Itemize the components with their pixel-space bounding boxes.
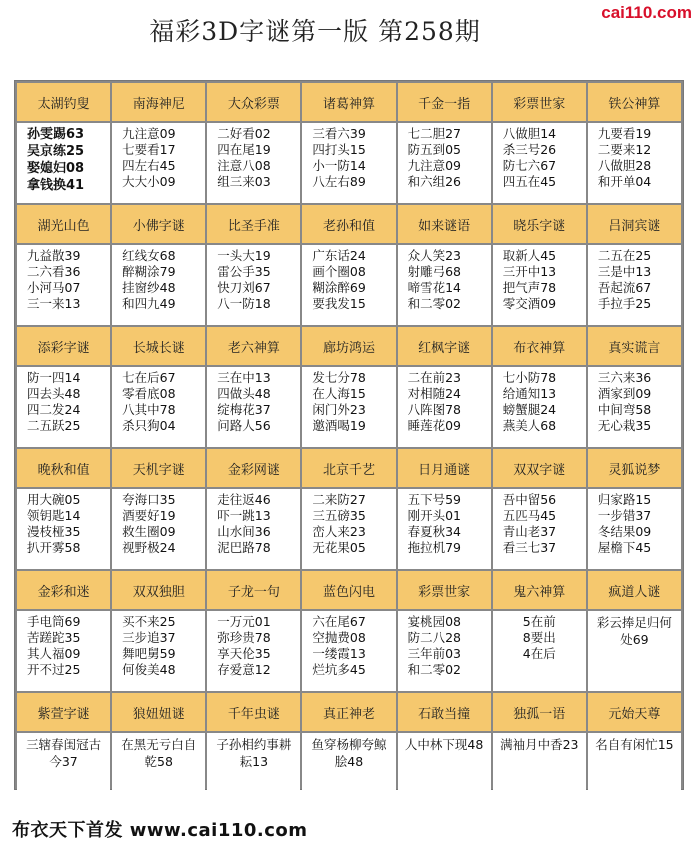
riddle-line: 扒开雾58 [27,540,81,555]
riddle-line: 把气声78 [502,280,557,295]
riddle-line: 燕美人68 [502,418,557,433]
riddle-line: 领钥匙14 [27,508,81,523]
column-header: 廊坊鸿运 [302,327,395,365]
riddle-line: 防五到05 [407,142,461,157]
riddle-line: 屋檐下45 [597,540,652,555]
riddle-line: 九注意09 [407,158,461,173]
riddle-line: 青山老37 [502,524,557,539]
riddle-line: 四五在45 [502,174,557,189]
riddle-line: 二五跃25 [27,418,81,433]
riddle-cell [493,123,586,203]
riddle-line: 二五在25 [597,248,652,263]
riddle-line: 和六组26 [407,174,461,189]
riddle-cell [493,489,586,569]
riddle-line: 小河马07 [27,280,81,295]
riddle-line: 一缕霞13 [312,646,366,661]
riddle-line: 和二零02 [407,296,461,311]
riddle-line: 邀酒喝19 [312,418,366,433]
riddle-line: 发七分78 [312,370,366,385]
riddle-line: 八左右89 [312,174,366,189]
column-header: 吕洞宾谜 [588,205,681,243]
column-header: 大众彩票 [207,83,300,121]
riddle-line: 刚开头01 [407,508,461,523]
riddle-line: 二六看36 [27,264,81,279]
riddle-line: 无花果05 [312,540,366,555]
riddle-line: 取新人45 [502,248,557,263]
riddle-line: 杀只狗04 [122,418,176,433]
riddle-line: 酒要好19 [122,508,176,523]
column-header: 石敢当撞 [398,693,491,731]
riddle-line: 买不来25 [122,614,176,629]
riddle-line: 七在后67 [122,370,176,385]
riddle-line: 三步追37 [122,630,176,645]
riddle-line: 一步错37 [597,508,652,523]
riddle-line: 舞吧舅59 [122,646,176,661]
riddle-line: 三辖春闺冠古今37 [26,737,102,769]
riddle-line: 挂窗纱48 [122,280,176,295]
column-header: 小佛字谜 [112,205,205,243]
riddle-line: 二在前23 [407,370,461,385]
riddle-line: 春夏秋34 [407,524,461,539]
riddle-line: 螃蟹腿24 [502,402,557,417]
column-header: 铁公神算 [588,83,681,121]
riddle-line: 六在尾67 [312,614,366,629]
riddle-cell [493,245,586,325]
riddle-line: 五下号59 [407,492,461,507]
riddle-line: 众人笑23 [407,248,461,263]
riddle-line: 睡莲花09 [407,418,461,433]
riddle-cell [398,611,491,691]
column-header: 独孤一语 [493,693,586,731]
column-header: 真实谎言 [588,327,681,365]
column-header: 添彩字谜 [17,327,110,365]
riddle-cell [588,245,681,325]
riddle-line: 娶媳妇08 [27,161,85,176]
riddle-line: 八一防18 [217,296,271,311]
riddle-line: 五匹马45 [502,508,557,523]
riddle-line: 在人海15 [312,386,366,401]
riddle-line: 三是中13 [597,264,652,279]
riddle-line: 峦人来23 [312,524,366,539]
riddle-line: 视野极24 [122,540,176,555]
riddle-line: 三六来36 [597,370,652,385]
riddle-line: 山水间36 [217,524,271,539]
riddle-cell [17,367,110,447]
column-header: 千年虫谜 [207,693,300,731]
riddle-cell [588,489,681,569]
column-header: 子龙一句 [207,571,300,609]
column-header: 元始天尊 [588,693,681,731]
riddle-cell [112,733,205,813]
column-header: 鬼六神算 [493,571,586,609]
riddle-line: 名自有闲忙15 [595,737,674,752]
column-header: 湖光山色 [17,205,110,243]
riddle-cell [398,367,491,447]
riddle-line: 吓一跳13 [217,508,271,523]
riddle-line: 人中林下现48 [404,737,484,752]
riddle-line: 要我发15 [312,296,366,311]
riddle-line: 大大小09 [122,174,176,189]
riddle-line: 快刀刘67 [217,280,271,295]
column-header: 比圣手准 [207,205,300,243]
column-header: 真正神老 [302,693,395,731]
riddle-cell [207,733,300,813]
riddle-line: 四左右45 [122,158,176,173]
riddle-cell [398,733,491,813]
column-header: 晚秋和值 [17,449,110,487]
riddle-line: 走往返46 [217,492,271,507]
riddle-cell [302,733,395,813]
riddle-line: 九益散39 [27,248,81,263]
riddle-line: 何俊美48 [122,662,176,677]
column-header: 疯道人谜 [588,571,681,609]
riddle-cell [17,245,110,325]
riddle-line: 九注意09 [122,126,176,141]
riddle-line: 七小防78 [502,370,557,385]
riddle-line: 弥珍贵78 [217,630,271,645]
riddle-cell [302,367,395,447]
riddle-line: 防二八28 [407,630,461,645]
riddle-line: 二好看02 [217,126,271,141]
riddle-line: 八其中78 [122,402,176,417]
riddle-line: 三在中13 [217,370,271,385]
column-header: 灵狐说梦 [588,449,681,487]
column-header: 晓乐字谜 [493,205,586,243]
riddle-line: 8要出 [522,630,556,645]
riddle-cell [398,123,491,203]
riddle-line: 三开中13 [502,264,557,279]
riddle-line: 烂坑多45 [312,662,366,677]
column-header: 红枫字谜 [398,327,491,365]
riddle-line: 一头大19 [217,248,271,263]
riddle-line: 八做胆28 [597,158,652,173]
riddle-cell [17,489,110,569]
riddle-line: 杀三号26 [502,142,557,157]
riddle-cell [112,367,205,447]
riddle-line: 宴桃园08 [407,614,461,629]
riddle-cell [493,733,586,813]
riddle-line: 红线女68 [122,248,176,263]
riddle-line: 中间弯58 [597,402,652,417]
riddle-cell [493,367,586,447]
riddle-cell [17,123,110,203]
riddle-cell [207,367,300,447]
riddle-line: 手电筒69 [27,614,81,629]
riddle-line: 七要看17 [122,142,176,157]
riddle-line: 享天伦35 [217,646,271,661]
column-header: 狼妞妞谜 [112,693,205,731]
column-header: 太湖钓叟 [17,83,110,121]
riddle-line: 夸海口35 [122,492,176,507]
riddle-line: 泥巴路78 [217,540,271,555]
riddle-line: 三一来13 [27,296,81,311]
riddle-line: 酒家到09 [597,386,652,401]
column-header: 金彩和迷 [17,571,110,609]
riddle-line: 吾起流67 [597,280,652,295]
riddle-line: 注意八08 [217,158,271,173]
riddle-cell [493,611,586,691]
riddle-line: 用大碗05 [27,492,81,507]
column-header: 日月通谜 [398,449,491,487]
riddle-line: 对相随24 [407,386,461,401]
riddle-line: 和开单04 [597,174,652,189]
riddle-line: 问路人56 [217,418,271,433]
riddle-line: 手拉手25 [597,296,652,311]
column-header: 紫萱字谜 [17,693,110,731]
riddle-line: 射雕弓68 [407,264,461,279]
riddle-line: 二来防27 [312,492,366,507]
riddle-line: 啼雪花14 [407,280,461,295]
riddle-line: 雷公手35 [217,264,271,279]
riddle-line: 存爱意12 [217,662,271,677]
riddle-line: 二要来12 [597,142,652,157]
riddle-line: 5在前 [522,614,556,629]
riddle-line: 画个圈08 [312,264,366,279]
riddle-cell [588,611,681,691]
riddle-line: 四打头15 [312,142,366,157]
riddle-cell [398,245,491,325]
page-title: 福彩3D字谜第一版 第258期 [149,17,481,46]
riddle-line: 三五磅35 [312,508,366,523]
riddle-line: 看三七37 [502,540,557,555]
site-watermark[interactable]: cai110.com [601,3,692,22]
riddle-line: 漫枝桠35 [27,524,81,539]
riddle-line: 零看底08 [122,386,176,401]
riddle-line: 冬结果09 [597,524,652,539]
riddle-cell [588,123,681,203]
column-header: 长城长谜 [112,327,205,365]
riddle-line: 孙雯踢63 [27,127,85,142]
column-header: 如来谜语 [398,205,491,243]
riddle-cell [302,245,395,325]
riddle-line: 广东话24 [312,248,366,263]
riddle-line: 四去头48 [27,386,81,401]
riddle-line: 归家路15 [597,492,652,507]
riddle-line: 防一四14 [27,370,81,385]
riddle-cell [112,123,205,203]
riddle-line: 糊涂醉69 [312,280,366,295]
riddle-cell [588,733,681,813]
riddle-cell [207,123,300,203]
column-header: 天机字谜 [112,449,205,487]
riddle-line: 救生圈09 [122,524,176,539]
riddle-line: 和四九49 [122,296,176,311]
column-header: 彩票世家 [398,571,491,609]
column-header: 老六神算 [207,327,300,365]
riddle-cell [398,489,491,569]
riddle-line: 四做头48 [217,386,271,401]
riddle-line: 在黑无亏白自乾58 [121,737,197,769]
riddle-line: 满袖月中香23 [500,737,579,752]
column-header: 彩票世家 [493,83,586,121]
riddle-cell [302,489,395,569]
column-header: 诸葛神算 [302,83,395,121]
riddle-line: 4在后 [522,646,556,661]
riddle-line: 绽梅花37 [217,402,271,417]
riddle-cell [207,611,300,691]
riddle-line: 拿钱换41 [27,178,85,193]
riddle-cell [588,367,681,447]
riddle-line: 给通知13 [502,386,557,401]
column-header: 老孙和值 [302,205,395,243]
footer-text: 布衣天下首发 www.cai110.com [12,820,308,841]
riddle-line: 八阵图78 [407,402,461,417]
column-header: 北京千艺 [302,449,395,487]
riddle-line: 空抛费08 [312,630,366,645]
riddle-cell [112,489,205,569]
riddle-line: 四二发24 [27,402,81,417]
riddle-line: 四在尾19 [217,142,271,157]
riddle-line: 三年前03 [407,646,461,661]
riddle-line: 九要看19 [597,126,652,141]
riddle-line: 无心栽35 [597,418,652,433]
column-header: 双双字谜 [493,449,586,487]
riddle-cell [112,611,205,691]
column-header: 双双独胆 [112,571,205,609]
column-header: 南海神尼 [112,83,205,121]
riddle-line: 小一防14 [312,158,366,173]
column-header: 金彩网谜 [207,449,300,487]
riddle-cell [17,733,110,813]
riddle-line: 开不过25 [27,662,81,677]
column-header: 蓝色闪电 [302,571,395,609]
riddle-line: 防七六67 [502,158,557,173]
riddle-line: 一万元01 [217,614,271,629]
column-header: 布衣神算 [493,327,586,365]
riddle-line: 彩云捧足归何处69 [596,615,672,647]
riddle-line: 八做胆14 [502,126,557,141]
riddle-cell [112,245,205,325]
riddle-line: 吴京练25 [27,144,85,159]
riddle-line: 拖拉机79 [407,540,461,555]
riddle-cell [302,123,395,203]
riddle-line: 苦蹉跎35 [27,630,81,645]
riddle-table [14,80,684,790]
riddle-line: 零交酒09 [502,296,557,311]
riddle-line: 组三来03 [217,174,271,189]
riddle-cell [207,489,300,569]
riddle-line: 和二零02 [407,662,461,677]
riddle-line: 子孙相约事耕耘13 [216,737,292,769]
column-header: 千金一指 [398,83,491,121]
riddle-line: 三看六39 [312,126,366,141]
riddle-cell [207,245,300,325]
riddle-line: 醉糊涂79 [122,264,176,279]
riddle-cell [302,611,395,691]
riddle-cell [17,611,110,691]
riddle-line: 鱼穿杨柳夸鲸脍48 [311,737,387,769]
riddle-line: 闲门外23 [312,402,366,417]
riddle-line: 七二胆27 [407,126,461,141]
riddle-line: 其人福09 [27,646,81,661]
riddle-line: 吾中留56 [502,492,557,507]
